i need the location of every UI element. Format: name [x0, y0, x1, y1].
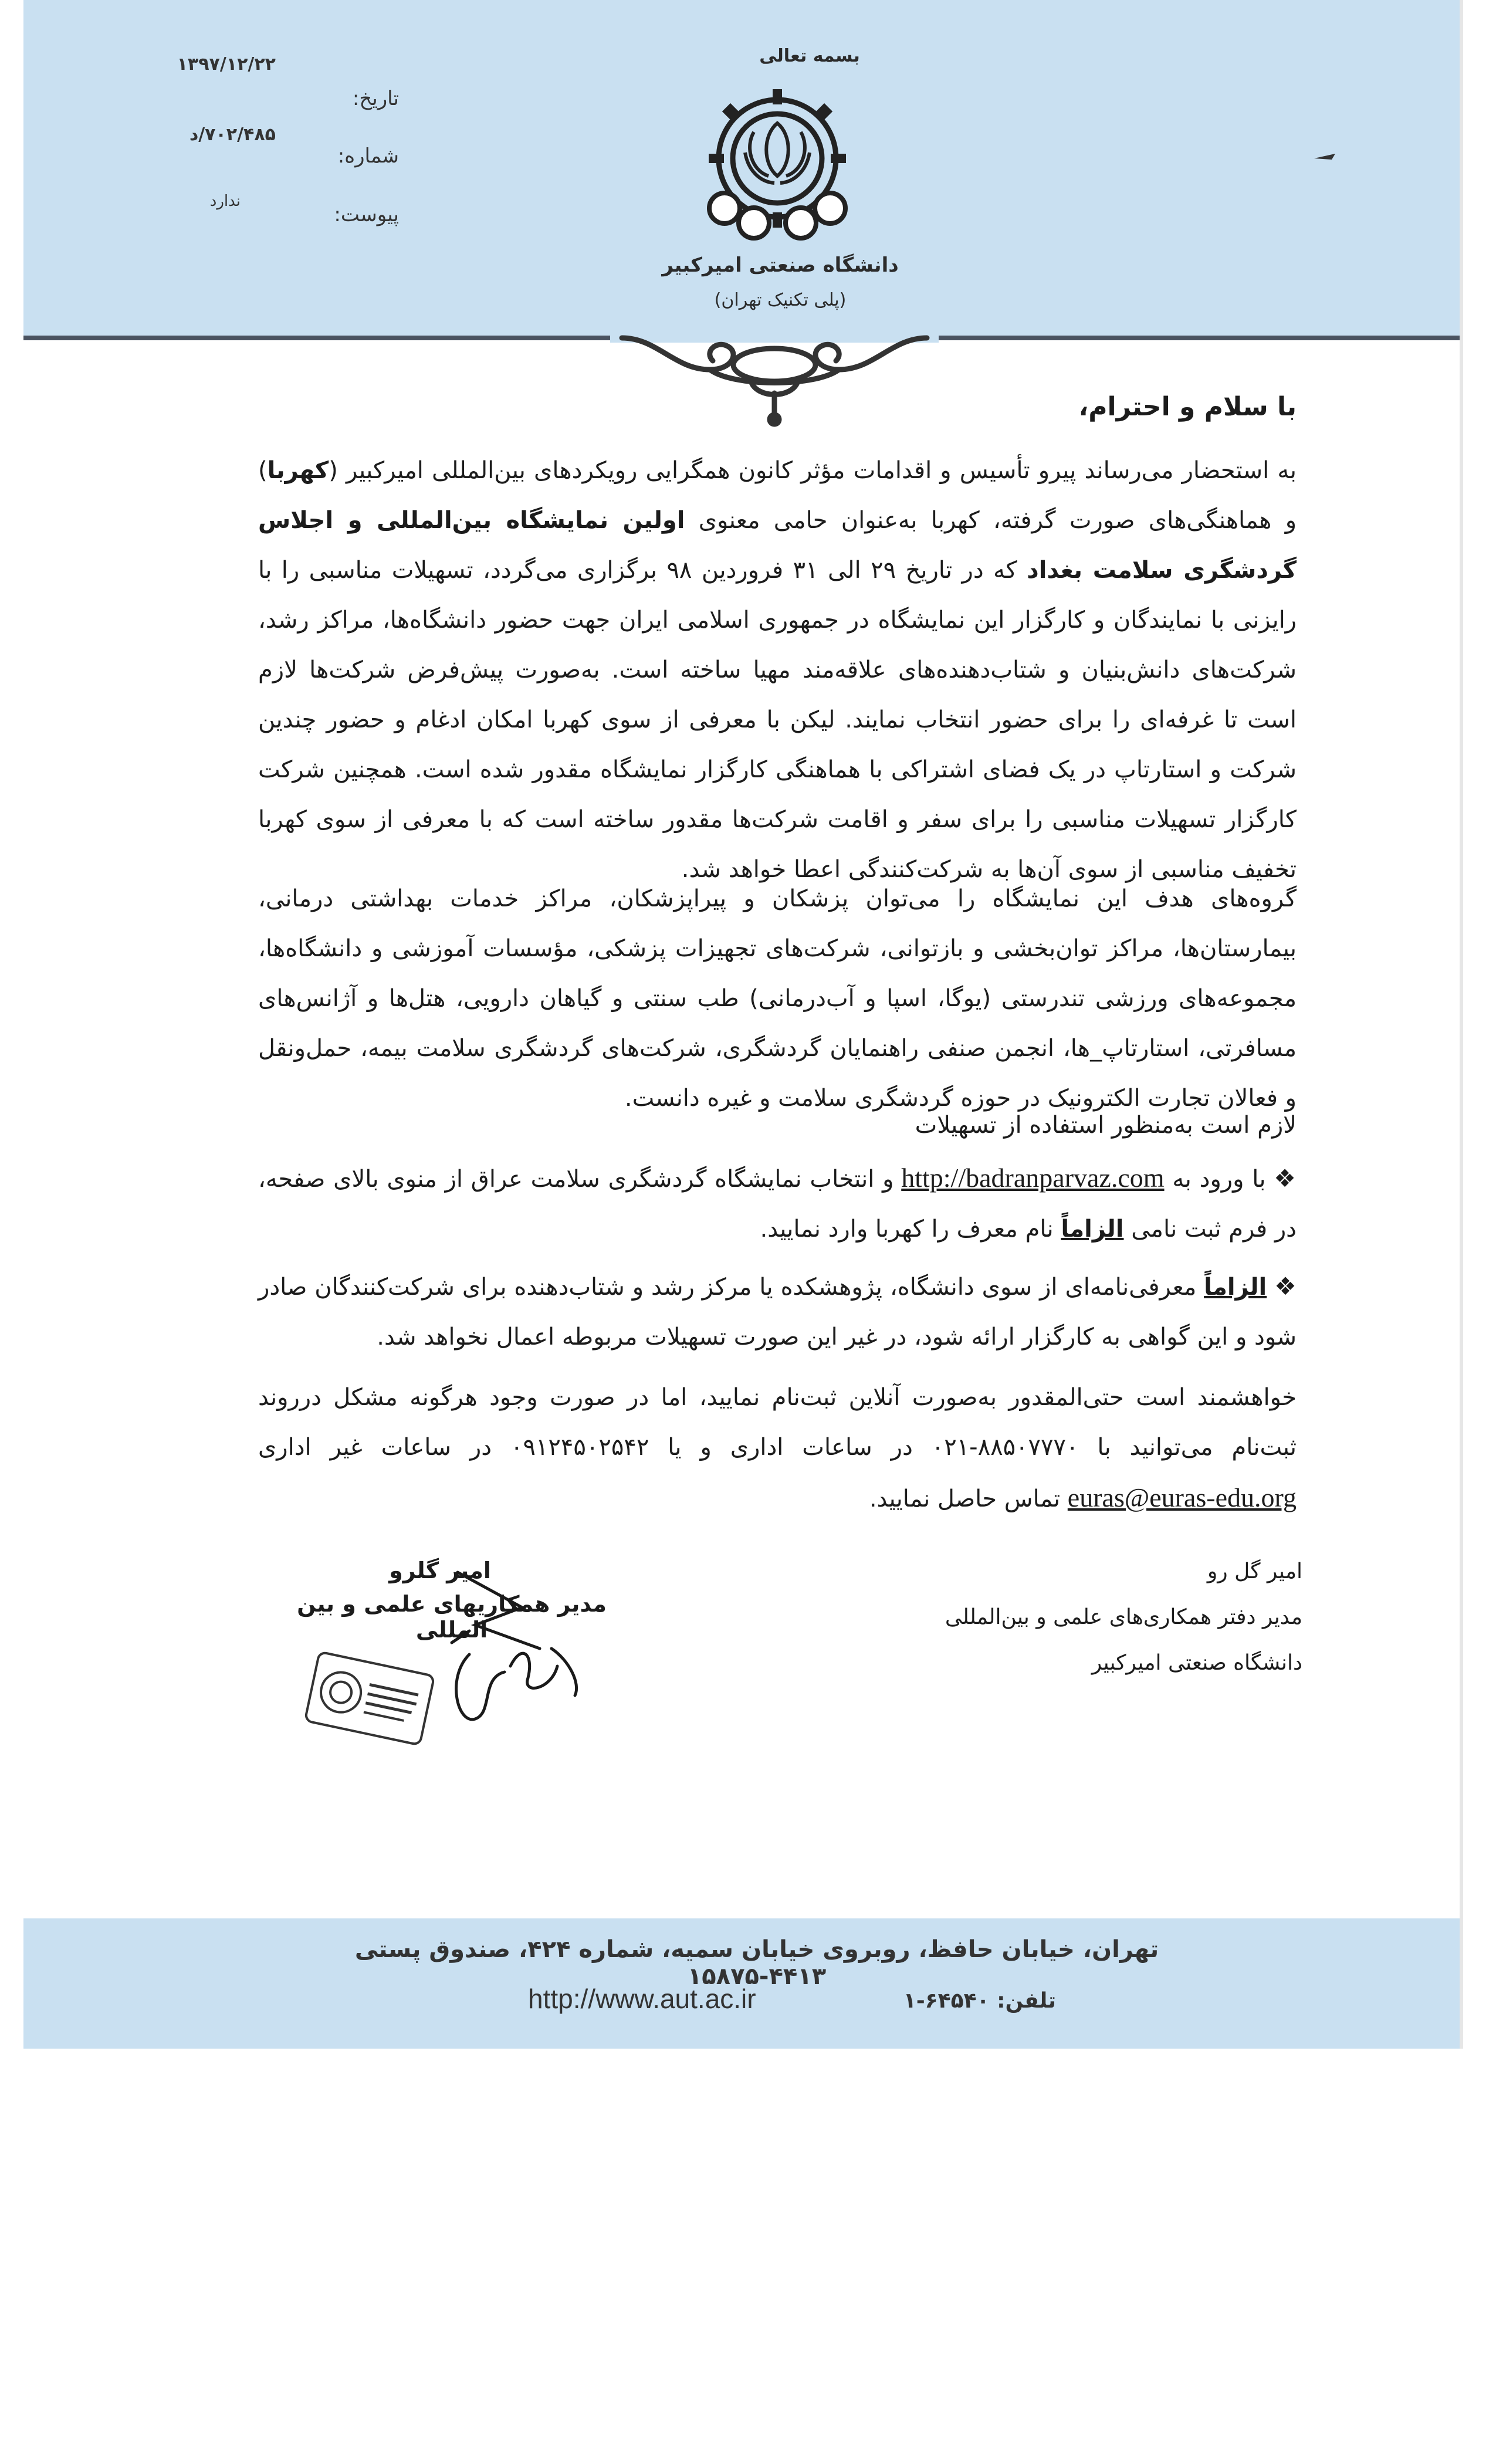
footer-address: تهران، خیابان حافظ، روبروی خیابان سمیه، شماره ۴۲۴، صندوق پستی ۴۴۱۳-۱۵۸۷۵ — [354, 1936, 1159, 1990]
facilities-intro: لازم است به‌منظور استفاده از تسهیلات — [915, 1112, 1297, 1139]
attachment-label: پیوست: — [334, 203, 399, 226]
date-value: ۱۳۹۷/۱۲/۲۲ — [177, 54, 276, 75]
number-label: شماره: — [337, 144, 399, 168]
letter-page — [23, 0, 1460, 2049]
signature-block — [880, 1549, 1302, 1686]
basmala: بسمه تعالی — [759, 46, 860, 66]
badranparvaz-link[interactable]: http://badranparvaz.com — [901, 1163, 1165, 1193]
paragraph-intro — [258, 446, 1297, 895]
university-subtitle: (پلی تکنیک تهران) — [714, 290, 847, 310]
signatory-name: امیر گل رو — [1207, 1559, 1302, 1583]
bullet2-emphasis: الزاماً — [1204, 1274, 1267, 1301]
bullet1-before: با ورود به — [1164, 1166, 1266, 1193]
bullet1-after-2: نام معرف را کهربا وارد نمایید. — [760, 1216, 1061, 1243]
bullet1-emphasis: الزاماً — [1061, 1216, 1124, 1243]
bullet1-after-1: و انتخاب نمایشگاه گردشگری سلامت عراق از منوی بالای صفحه، در فرم ثبت نامی — [258, 1166, 1297, 1243]
p1-seg-3: اولین نمایشگاه بین‌المللی و اجلاس گردشگری سلامت بغداد — [258, 507, 1297, 584]
number-value: ۷۰۲/۴۸۵/د — [189, 124, 276, 145]
signatory-org: دانشگاه صنعتی امیرکبیر — [1091, 1651, 1302, 1675]
paragraph-contact — [258, 1373, 1297, 1524]
bullet-introduction-letter — [258, 1261, 1297, 1362]
footer-url[interactable]: http://www.aut.ac.ir — [528, 1984, 756, 2014]
diamond-bullet-icon: ❖ — [1274, 1272, 1297, 1301]
university-name: دانشگاه صنعتی امیرکبیر — [662, 253, 899, 277]
p1-seg-1: کهربا — [267, 457, 329, 484]
bullet-register — [258, 1153, 1297, 1254]
pen-mark-icon — [1314, 154, 1335, 163]
handwritten-signature-icon — [434, 1561, 604, 1737]
p1-seg-0: به استحضار می‌رساند پیرو تأسیس و اقدامات مؤثر کانون همگرایی رویکردهای بین‌المللی امیرکبیر ( — [329, 457, 1297, 484]
attachment-value: ندارد — [209, 192, 241, 210]
footer-phone: تلفن: ۶۴۵۴۰-۱ — [903, 1989, 1056, 2013]
bullet2-text: معرفی‌نامه‌ای از سوی دانشگاه، پژوهشکده یا مرکز رشد و شتاب‌دهنده برای شرکت‌کنندگان صادر شود و این گواهی به کارگزار ارائه شود، در غیر این صورت تسهیلات مربوطه اعمال نخواهد شد. — [258, 1274, 1297, 1351]
paragraph-target-groups: گروه‌های هدف این نمایشگاه را می‌توان پزشکان و پیراپزشکان، مراکز خدمات بهداشتی درمانی، بیمارستان‌ها، مراکز توان‌بخشی و بازتوانی، شرکت‌های تجهیزات پزشکی، مؤسسات آموزشی و دانشگاه‌ها، مجموعه‌های ورزشی تندرستی (یوگا، اسپا و آب‌درمانی) طب سنتی و گیاهان دارویی، هتل‌ها و آژانس‌های مسافرتی، استارتاپ_ها، انجمن صنفی راهنمایان گردشگری، شرکت‌های گردشگری سلامت بیمه، حمل‌ونقل و فعالان تجارت الکترونیک در حوزه گردشگری سلامت و غیره دانست. — [258, 885, 1297, 1112]
p1-seg-2: ) و هماهنگی‌های صورت گرفته، کهربا به‌عنوان حامی معنوی — [258, 457, 1297, 534]
diamond-bullet-icon: ❖ — [1274, 1164, 1297, 1193]
university-logo-icon — [692, 76, 862, 252]
greeting: با سلام و احترام، — [1078, 392, 1297, 422]
stamp-name: امیر گلرو — [389, 1558, 491, 1583]
contact-email-link[interactable]: euras@euras-edu.org — [1067, 1483, 1297, 1512]
contact-text: خواهشمند است حتی‌المقدور به‌صورت آنلاین ثبت‌نام نمایید، اما در صورت وجود هرگونه مشکل درروند ثبت‌نام می‌توانید با ۸۸۵۰۷۷۷۰-۰۲۱ در ساعات اداری و یا ۰۹۱۲۴۵۰۲۵۴۲ در ساعات غیر اداری — [258, 1384, 1297, 1461]
contact-after: تماس حاصل نمایید. — [869, 1485, 1068, 1512]
signatory-title: مدیر دفتر همکاری‌های علمی و بین‌المللی — [945, 1605, 1302, 1629]
date-label: تاریخ: — [352, 87, 399, 110]
official-stamp-icon — [299, 1649, 440, 1748]
stamp-title: مدیر همکاریهای علمی و بین المللی — [297, 1591, 607, 1643]
p1-seg-4: که در تاریخ ۲۹ الی ۳۱ فروردین ۹۸ برگزاری می‌گردد، تسهیلات مناسبی را با رایزنی با نمایندگان و کارگزار این نمایشگاه در جمهوری اسلامی ایران جهت حضور دانشگاه‌ها، مراکز رشد، شرکت‌های دانش‌بنیان و شتاب‌دهنده‌های علاقه‌مند مهیا ساخته است. به‌صورت پیش‌فرض شرکت‌ها لازم است تا غرفه‌ای را برای حضور انتخاب نمایند. لیکن با معرفی از سوی کهربا امکان ادغام و حضور چندین شرکت و استارتاپ در یک فضای اشتراکی با هماهنگی کارگزار نمایشگاه مقدور شده است. همچنین شرکت کارگزار تسهیلات مناسبی را برای سفر و اقامت شرکت‌ها مقدور ساخته است که با معرفی از سوی کهربا تخفیف مناسبی از سوی آن‌ها به شرکت‌کنندگی اعطا خواهد شد. — [258, 557, 1297, 883]
